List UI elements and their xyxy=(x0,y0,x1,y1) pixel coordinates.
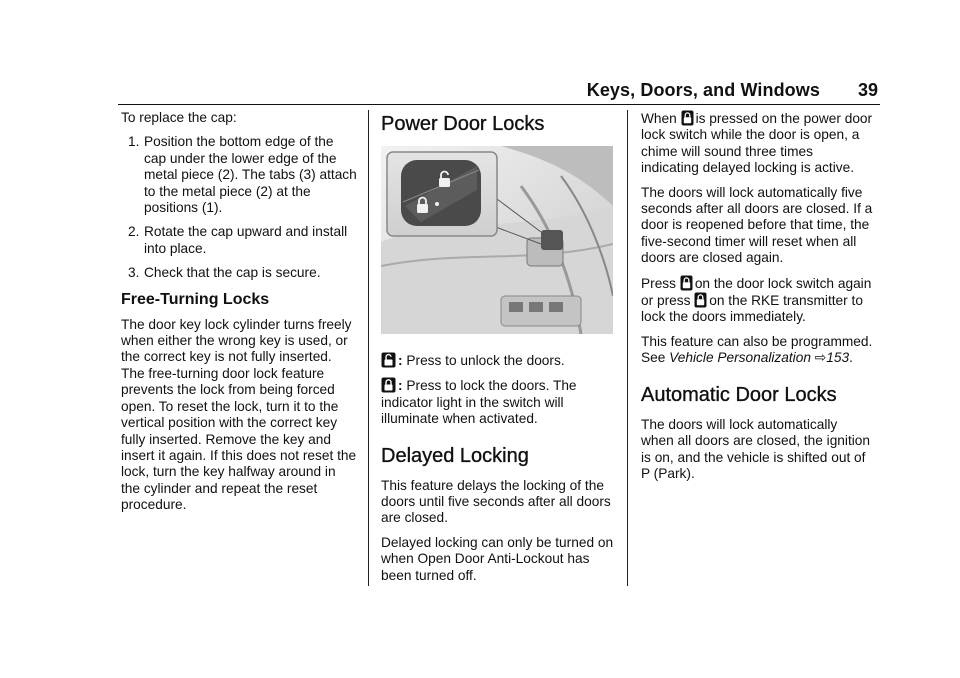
xref-arrow-icon: ⇨ xyxy=(814,350,827,366)
auto-lock-timer-text: The doors will lock automatically five seconds after all doors are closed. If a door is reopened before that time, the five-second timer will reset when all doors are closed again. xyxy=(641,184,873,266)
press-lock-text xyxy=(641,275,873,326)
power-door-locks-heading: Power Door Locks xyxy=(381,113,545,135)
step-item xyxy=(121,265,357,281)
step-number: 3. xyxy=(128,265,140,281)
when-suffix: is pressed on the power door lock switch while the door is open, a chime will sound three times indicating delayed locking is active. xyxy=(641,111,873,176)
free-turning-locks-text: The door key lock cylinder turns freely when either the wrong key is used, or the correct key is not fully inserted. The free-turning door lock feature prevents the lock from being forced open. To reset the lock, turn it to the vertical position with the correct key fully inserted. Remove the key and insert it again. If this does not reset the lock, turn the key halfway around in the cylinder and repeat the reset procedure. xyxy=(121,316,357,513)
lock-icon xyxy=(381,377,396,393)
lock-separator: : xyxy=(398,378,403,394)
column-1 xyxy=(121,110,357,522)
running-header-title: Keys, Doors, and Windows xyxy=(586,80,820,100)
xref-period: . xyxy=(849,350,853,366)
when-prefix: When xyxy=(641,111,677,126)
press-middle: on the door lock switch again or press xyxy=(641,275,872,309)
free-turning-locks-heading: Free-Turning Locks xyxy=(121,290,270,308)
column-divider-1 xyxy=(368,110,369,586)
column-3 xyxy=(641,110,873,490)
page-number: 39 xyxy=(857,80,878,100)
delayed-locking-text-1: This feature delays the locking of the doors until five seconds after all doors are closed. xyxy=(381,477,611,526)
press-prefix: Press xyxy=(641,275,676,291)
step-item xyxy=(121,224,357,257)
press-suffix: on the RKE transmitter to lock the doors immediately. xyxy=(641,293,863,325)
lock-icon xyxy=(681,110,694,126)
unlock-definition xyxy=(381,352,617,369)
programming-lead: This feature can also be programmed. See xyxy=(641,333,873,366)
delayed-locking-chime-text xyxy=(641,110,873,177)
step-text: Check that the cap is secure. xyxy=(144,265,321,281)
unlock-icon xyxy=(381,352,396,368)
unlock-separator: : xyxy=(398,353,403,368)
programming-text xyxy=(641,334,873,367)
step-number: 1. xyxy=(128,134,140,150)
lock-icon xyxy=(680,275,693,291)
step-text: Rotate the cap upward and install into place. xyxy=(144,224,348,256)
step-number: 2. xyxy=(128,224,140,240)
replace-cap-steps xyxy=(121,134,357,281)
step-item xyxy=(121,134,357,216)
lock-icon xyxy=(694,292,707,308)
header-rule xyxy=(118,104,880,105)
xref-page-number[interactable]: 153 xyxy=(826,350,850,366)
automatic-door-locks-heading: Automatic Door Locks xyxy=(641,383,837,406)
vehicle-personalization-xref[interactable]: Vehicle Personalization xyxy=(669,350,811,366)
step-text: Position the bottom edge of the cap under the lower edge of the metal piece (2). The tabs (3) attach to the metal piece (2) at the positions (1). xyxy=(144,134,357,216)
automatic-door-locks-text: The doors will lock automatically when all doors are closed, the ignition is on, and the vehicle is shifted out of P (Park). xyxy=(641,416,871,481)
delayed-locking-text-2: Delayed locking can only be turned on when Open Door Anti-Lockout has been turned off. xyxy=(381,534,614,583)
lock-text: Press to lock the doors. The indicator light in the switch will illuminate when activated. xyxy=(381,378,577,427)
lock-definition xyxy=(381,377,617,427)
column-2 xyxy=(381,110,617,592)
replace-cap-intro: To replace the cap: xyxy=(121,110,237,125)
door-lock-switch-illustration xyxy=(381,146,613,334)
delayed-locking-heading: Delayed Locking xyxy=(381,444,529,467)
unlock-text: Press to unlock the doors. xyxy=(406,353,565,368)
column-divider-2 xyxy=(627,110,628,586)
